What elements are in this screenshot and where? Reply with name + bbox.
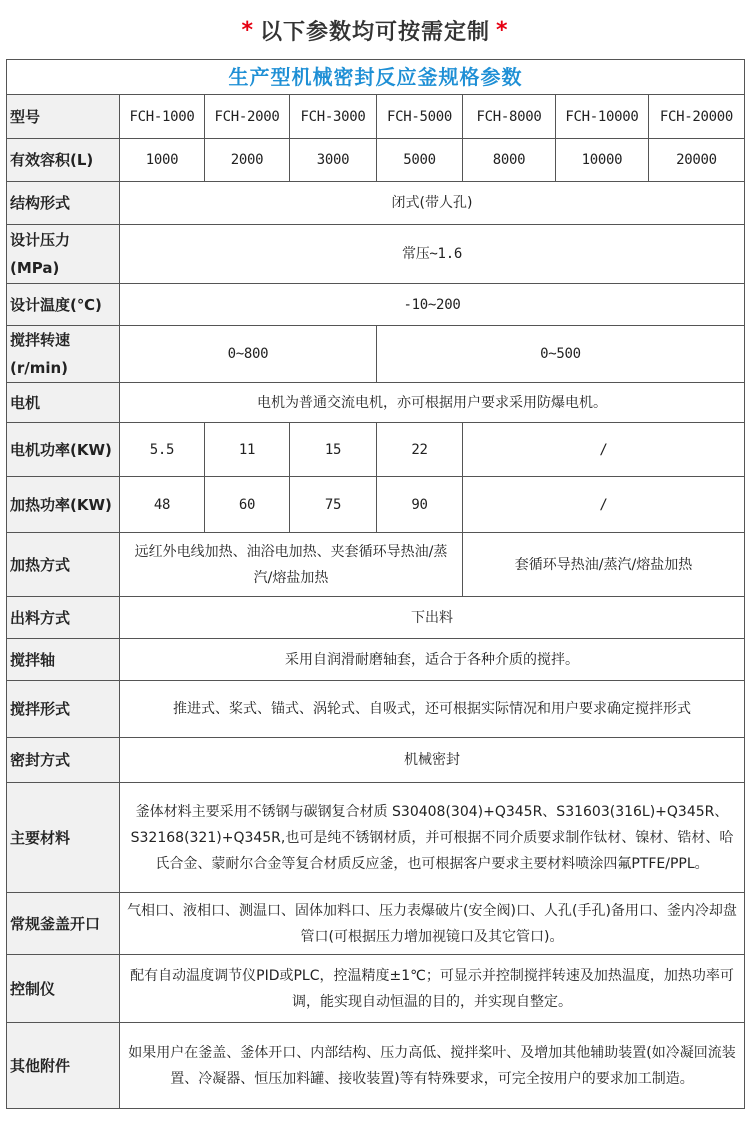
row-shaft xyxy=(7,639,745,681)
speed-value-a: 0~800 xyxy=(120,326,377,383)
heat-power-na: / xyxy=(463,477,745,533)
row-motor-power xyxy=(7,423,745,477)
stirrer-value: 推进式、桨式、锚式、涡轮式、自吸式，还可根据实际情况和用户要求确定搅拌形式 xyxy=(120,681,745,738)
motor-power-cell: 5.5 xyxy=(120,423,205,477)
label-pressure: 设计压力(MPa) xyxy=(7,225,120,284)
row-structure xyxy=(7,182,745,225)
motor-power-cell: 11 xyxy=(205,423,290,477)
title-row xyxy=(7,60,745,95)
heating-value-a: 远红外电线加热、油浴电加热、夹套循环导热油/蒸汽/熔盐加热 xyxy=(120,533,463,597)
motor-power-cell: 15 xyxy=(290,423,377,477)
volume-cell: 5000 xyxy=(377,139,463,182)
heat-power-cell: 75 xyxy=(290,477,377,533)
temperature-value: -10~200 xyxy=(120,284,745,326)
speed-value-b: 0~500 xyxy=(377,326,745,383)
model-cell: FCH-1000 xyxy=(120,95,205,139)
label-controller: 控制仪 xyxy=(7,955,120,1023)
motor-value: 电机为普通交流电机，亦可根据用户要求采用防爆电机。 xyxy=(120,383,745,423)
row-speed xyxy=(7,326,745,383)
model-cell: FCH-3000 xyxy=(290,95,377,139)
row-heating xyxy=(7,533,745,597)
label-seal: 密封方式 xyxy=(7,738,120,783)
structure-value: 闭式(带人孔) xyxy=(120,182,745,225)
discharge-value: 下出料 xyxy=(120,597,745,639)
model-cell: FCH-20000 xyxy=(649,95,745,139)
label-openings: 常规釜盖开口 xyxy=(7,893,120,955)
label-shaft: 搅拌轴 xyxy=(7,639,120,681)
row-material xyxy=(7,783,745,893)
label-speed: 搅拌转速(r/min) xyxy=(7,326,120,383)
label-volume: 有效容积(L) xyxy=(7,139,120,182)
pressure-value: 常压~1.6 xyxy=(120,225,745,284)
heat-power-cell: 90 xyxy=(377,477,463,533)
heat-power-cell: 60 xyxy=(205,477,290,533)
header-text: 以下参数均可按需定制 xyxy=(259,19,490,45)
volume-cell: 2000 xyxy=(205,139,290,182)
motor-power-na: / xyxy=(463,423,745,477)
star-left: * xyxy=(241,17,254,43)
row-openings xyxy=(7,893,745,955)
model-cell: FCH-10000 xyxy=(556,95,649,139)
row-heat-power xyxy=(7,477,745,533)
volume-cell: 1000 xyxy=(120,139,205,182)
row-motor xyxy=(7,383,745,423)
shaft-value: 采用自润滑耐磨轴套，适合于各种介质的搅拌。 xyxy=(120,639,745,681)
label-motor: 电机 xyxy=(7,383,120,423)
label-accessories: 其他附件 xyxy=(7,1023,120,1109)
label-discharge: 出料方式 xyxy=(7,597,120,639)
label-structure: 结构形式 xyxy=(7,182,120,225)
model-cell: FCH-2000 xyxy=(205,95,290,139)
label-stirrer: 搅拌形式 xyxy=(7,681,120,738)
model-cell: FCH-8000 xyxy=(463,95,556,139)
volume-cell: 3000 xyxy=(290,139,377,182)
model-cell: FCH-5000 xyxy=(377,95,463,139)
row-temperature xyxy=(7,284,745,326)
row-pressure xyxy=(7,225,745,284)
label-heat-power: 加热功率(KW) xyxy=(7,477,120,533)
accessories-value: 如果用户在釜盖、釜体开口、内部结构、压力高低、搅拌桨叶、及增加其他辅助装置(如冷凝回流装置、冷凝器、恒压加料罐、接收装置)等有特殊要求，可完全按用户的要求加工制造。 xyxy=(120,1023,745,1109)
seal-value: 机械密封 xyxy=(120,738,745,783)
material-value: 釜体材料主要采用不锈钢与碳钢复合材质 S30408(304)+Q345R、S31603(316L)+Q345R、S32168(321)+Q345R,也可是纯不锈钢材质，并可根据不同介质要求制作钛材、镍材、锆材、哈氏合金、蒙耐尔合金等复合材质反应釜，也可根据客户要求主要材料喷涂四氟PTFE/PPL。 xyxy=(120,783,745,893)
openings-value: 气相口、液相口、测温口、固体加料口、压力表爆破片(安全阀)口、人孔(手孔)备用口、釜内冷却盘管口(可根据压力增加视镜口及其它管口)。 xyxy=(120,893,745,955)
row-accessories xyxy=(7,1023,745,1109)
row-discharge xyxy=(7,597,745,639)
heating-value-b: 套循环导热油/蒸汽/熔盐加热 xyxy=(463,533,745,597)
volume-cell: 10000 xyxy=(556,139,649,182)
volume-cell: 20000 xyxy=(649,139,745,182)
label-motor-power: 电机功率(KW) xyxy=(7,423,120,477)
label-material: 主要材料 xyxy=(7,783,120,893)
row-seal xyxy=(7,738,745,783)
star-right: * xyxy=(496,17,509,43)
motor-power-cell: 22 xyxy=(377,423,463,477)
row-stirrer xyxy=(7,681,745,738)
table-title: 生产型机械密封反应釜规格参数 xyxy=(7,60,745,95)
volume-cell: 8000 xyxy=(463,139,556,182)
row-volume xyxy=(7,139,745,182)
page-header xyxy=(0,0,750,60)
heat-power-cell: 48 xyxy=(120,477,205,533)
row-controller xyxy=(7,955,745,1023)
label-model: 型号 xyxy=(7,95,120,139)
row-model xyxy=(7,95,745,139)
spec-table xyxy=(6,59,745,1109)
label-heating: 加热方式 xyxy=(7,533,120,597)
label-temperature: 设计温度(℃) xyxy=(7,284,120,326)
controller-value: 配有自动温度调节仪PID或PLC，控温精度±1℃；可显示并控制搅拌转速及加热温度，加热功率可调，能实现自动恒温的目的，并实现自整定。 xyxy=(120,955,745,1023)
